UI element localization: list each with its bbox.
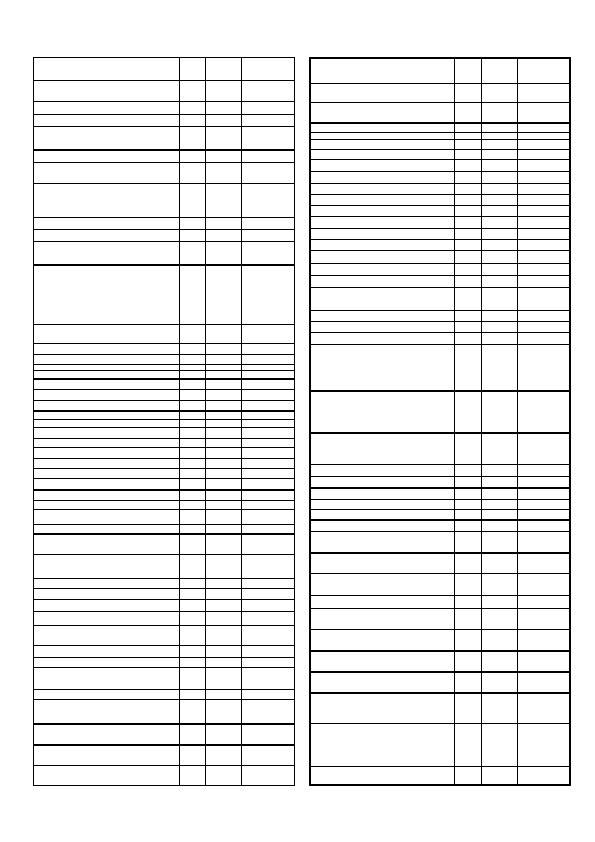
row-divider [311, 487, 569, 489]
row-divider [34, 410, 294, 412]
column-divider [205, 58, 206, 785]
row-divider [311, 573, 569, 574]
row-divider [34, 447, 294, 448]
row-divider [34, 458, 294, 459]
row-divider [311, 650, 569, 652]
row-divider [34, 489, 294, 491]
row-divider [34, 578, 294, 579]
column-divider [481, 59, 482, 784]
row-divider [34, 524, 294, 525]
row-divider [34, 509, 294, 510]
row-divider [34, 126, 294, 127]
row-divider [311, 171, 569, 172]
row-divider [311, 194, 569, 195]
row-divider [311, 531, 569, 532]
row-divider [34, 699, 294, 700]
row-divider [311, 122, 569, 124]
row-divider [311, 432, 569, 434]
row-divider [34, 364, 294, 365]
row-divider [34, 419, 294, 420]
row-divider [34, 744, 294, 746]
row-divider [34, 101, 294, 102]
row-divider [311, 83, 569, 84]
row-divider [34, 478, 294, 479]
row-divider [34, 217, 294, 218]
row-divider [311, 228, 569, 229]
row-divider [311, 766, 569, 767]
row-divider [311, 332, 569, 333]
row-divider [311, 205, 569, 206]
row-divider [34, 438, 294, 439]
row-divider [34, 114, 294, 115]
row-divider [34, 500, 294, 501]
row-divider [34, 343, 294, 344]
row-divider [34, 162, 294, 163]
row-divider [311, 509, 569, 510]
row-divider [311, 102, 569, 103]
row-divider [34, 667, 294, 668]
row-divider [34, 645, 294, 646]
row-divider [311, 344, 569, 345]
row-divider [311, 159, 569, 160]
row-divider [311, 149, 569, 150]
row-divider [34, 657, 294, 658]
row-divider [311, 139, 569, 140]
row-divider [311, 239, 569, 240]
row-divider [311, 519, 569, 521]
row-divider [34, 324, 294, 325]
row-divider [34, 554, 294, 555]
row-divider [34, 599, 294, 600]
row-divider [34, 183, 294, 184]
row-divider [34, 229, 294, 230]
row-divider [311, 390, 569, 392]
row-divider [311, 321, 569, 322]
row-divider [311, 671, 569, 673]
column-divider [179, 58, 180, 785]
row-divider [311, 310, 569, 311]
row-divider [311, 275, 569, 276]
row-divider [34, 149, 294, 151]
row-divider [34, 689, 294, 690]
row-divider [311, 250, 569, 251]
row-divider [34, 611, 294, 612]
row-divider [311, 216, 569, 217]
column-divider [517, 59, 518, 784]
row-divider [34, 468, 294, 469]
row-divider [311, 183, 569, 184]
row-divider [34, 370, 294, 371]
row-divider [311, 499, 569, 500]
row-divider [34, 389, 294, 390]
row-divider [34, 765, 294, 766]
row-divider [311, 476, 569, 477]
row-divider [34, 378, 294, 380]
column-divider [454, 59, 455, 784]
row-divider [34, 427, 294, 428]
column-divider [241, 58, 242, 785]
row-divider [311, 263, 569, 264]
row-divider [34, 723, 294, 725]
row-divider [311, 132, 569, 133]
row-divider [34, 533, 294, 535]
row-divider [34, 241, 294, 242]
row-divider [34, 354, 294, 355]
row-divider [34, 80, 294, 81]
row-divider [34, 400, 294, 401]
row-divider [311, 464, 569, 465]
row-divider [34, 264, 294, 266]
row-divider [34, 588, 294, 589]
row-divider [311, 608, 569, 609]
right-table [309, 57, 571, 786]
row-divider [311, 287, 569, 288]
row-divider [311, 595, 569, 596]
row-divider [311, 629, 569, 630]
row-divider [311, 552, 569, 554]
row-divider [34, 625, 294, 626]
left-table [33, 57, 295, 786]
row-divider [311, 723, 569, 724]
row-divider [311, 692, 569, 694]
